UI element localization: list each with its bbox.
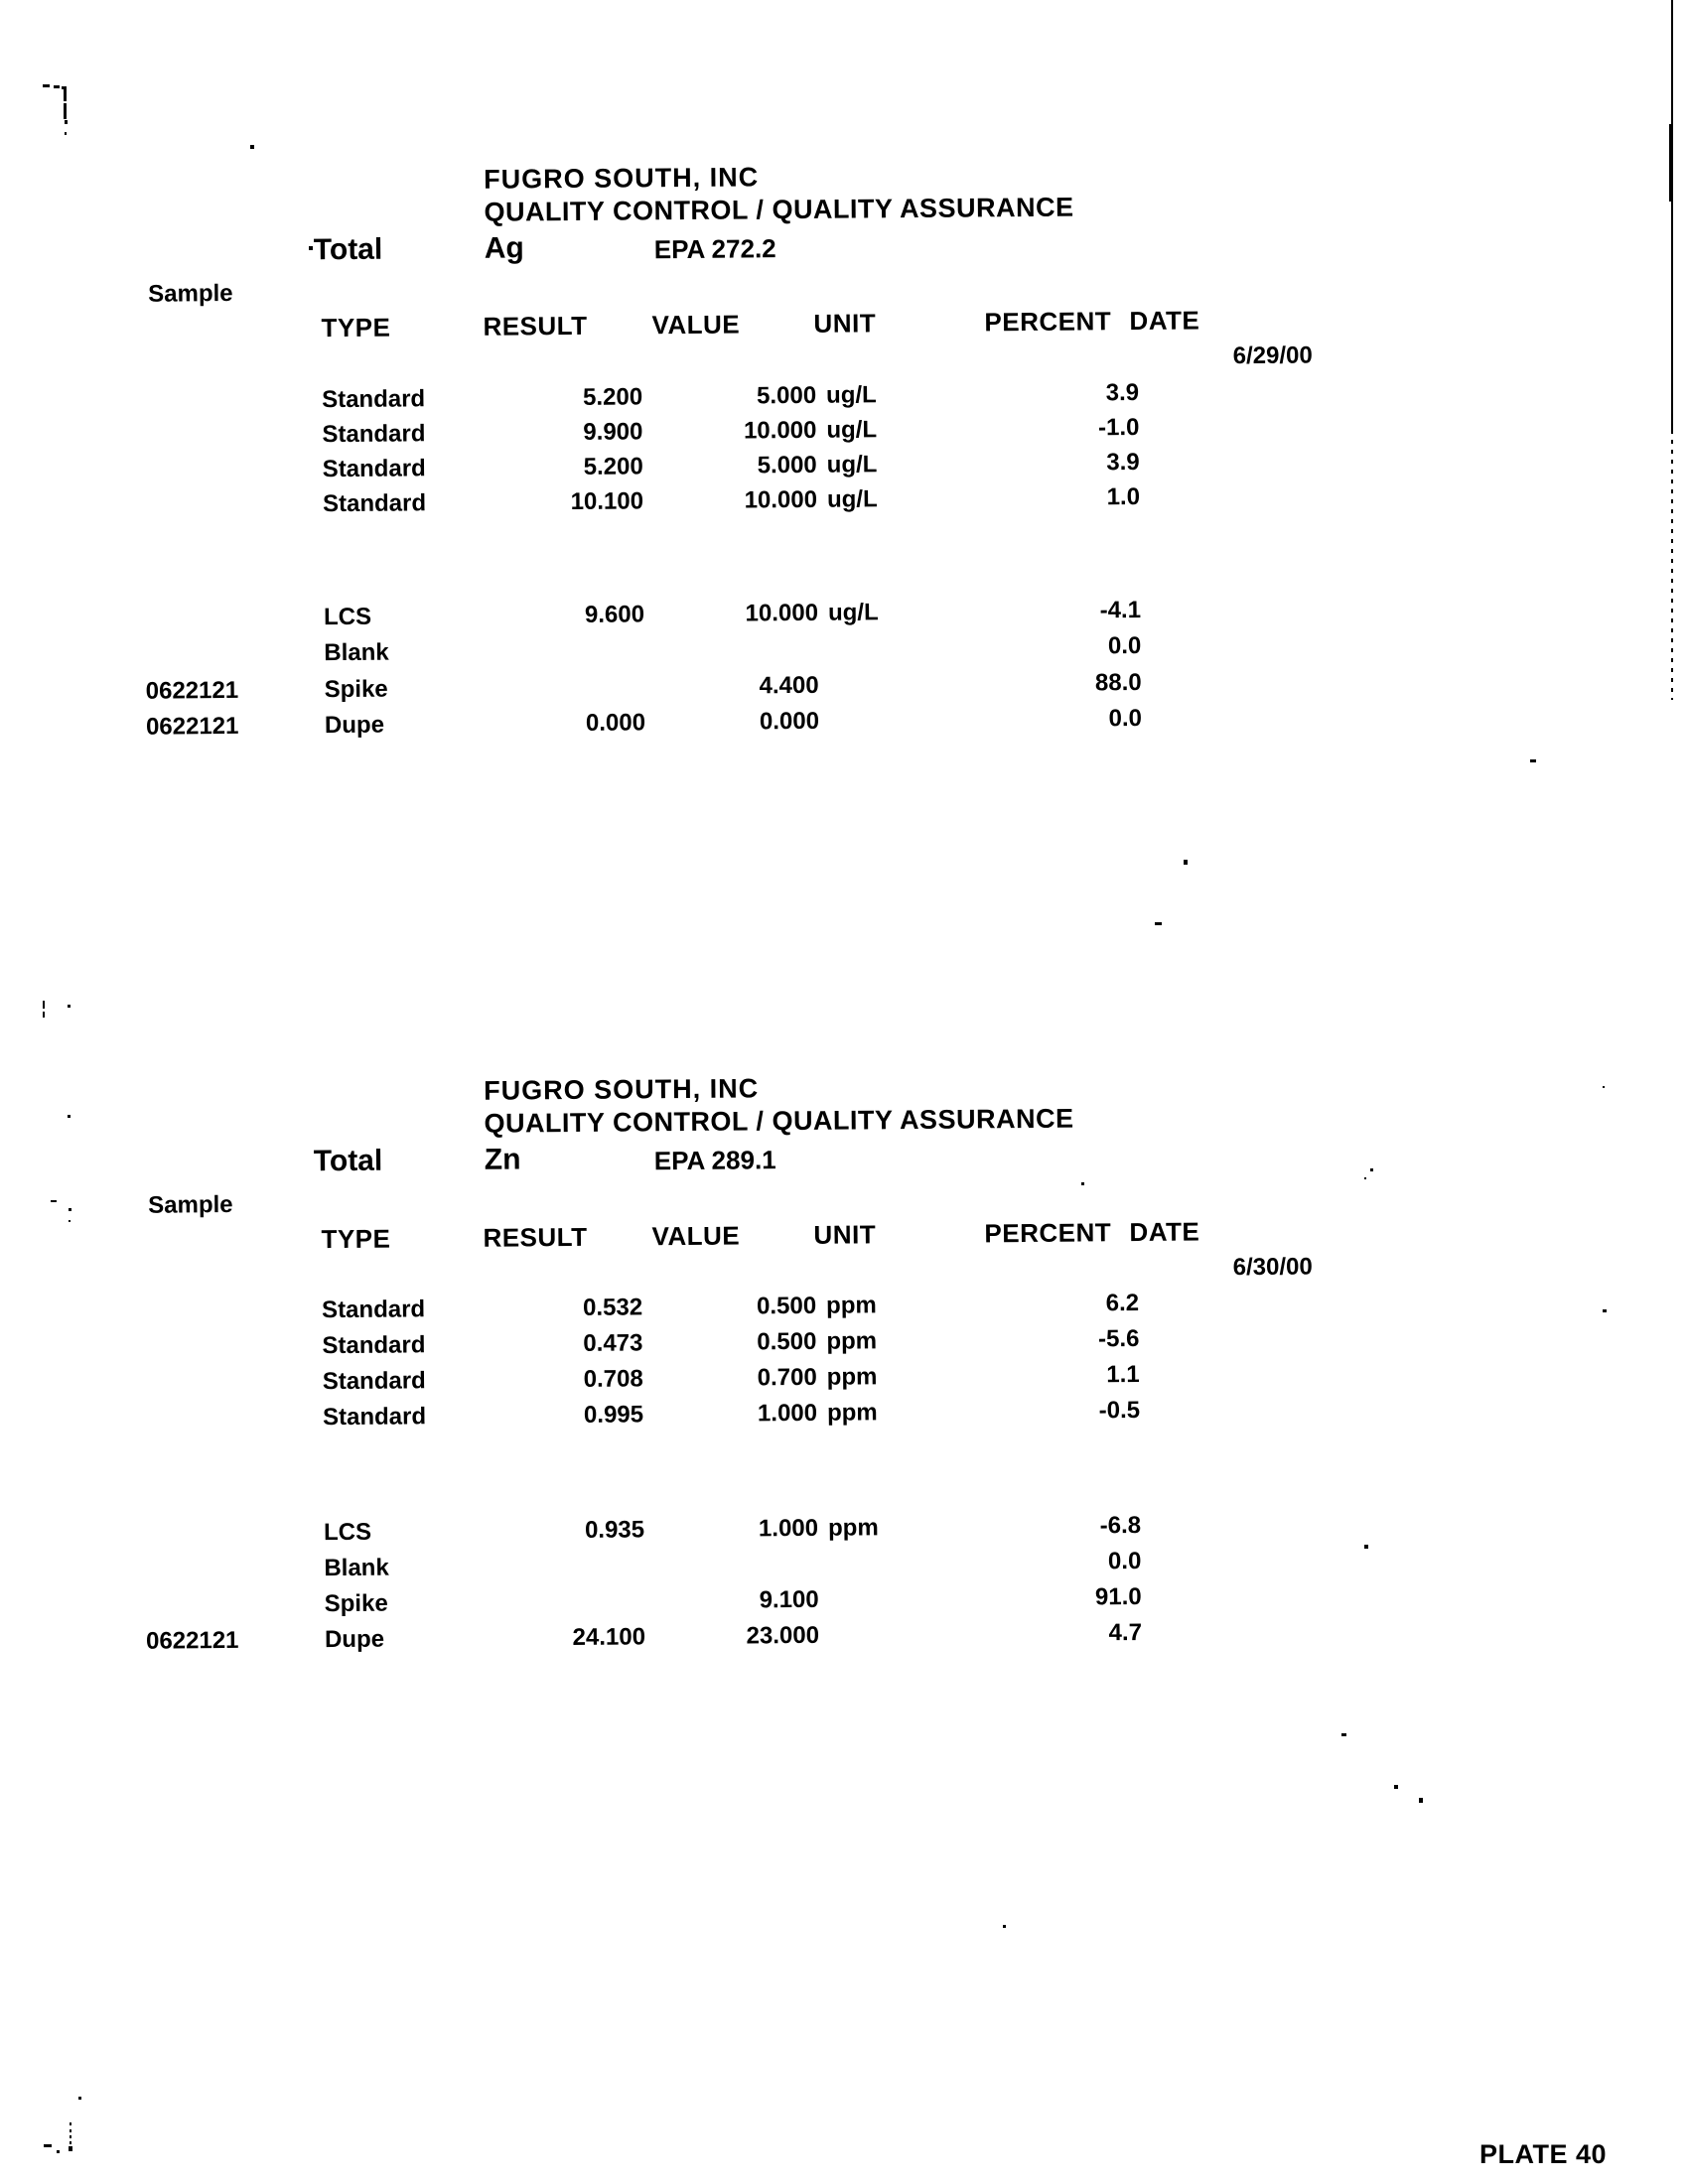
scan-speckle (43, 1012, 45, 1018)
type-cell: Standard (322, 489, 427, 518)
value-cell (639, 635, 818, 637)
type-cell: Standard (322, 455, 426, 483)
value-cell (639, 1551, 818, 1553)
sample-id-cell (143, 422, 262, 423)
scan-speckle (1530, 759, 1536, 762)
header-unit: UNIT (813, 308, 877, 339)
scan-speckle (69, 1220, 70, 1222)
scan-edge-line (1671, 430, 1673, 700)
scan-speckle (68, 1115, 70, 1118)
sample-id-cell (144, 1369, 263, 1370)
value-cell: 0.000 (759, 707, 820, 736)
percent-cell: -5.6 (1097, 1324, 1140, 1353)
type-cell: LCS (323, 603, 372, 631)
scan-mark (70, 2122, 71, 2125)
unit-cell (829, 1621, 928, 1622)
scan-speckle (1081, 1182, 1084, 1185)
unit-cell: ppm (826, 1363, 878, 1391)
scan-speckle (1603, 1086, 1605, 1088)
unit-cell (829, 671, 928, 672)
header-result: RESULT (483, 1221, 588, 1253)
scan-mark (43, 84, 50, 87)
header-percent: PERCENT (984, 1217, 1112, 1249)
report-date: 6/30/00 (1232, 1253, 1313, 1282)
percent-cell: -4.1 (1099, 596, 1142, 624)
sample-id-cell (144, 457, 263, 458)
percent-cell: -6.8 (1099, 1511, 1142, 1540)
result-cell: 0.995 (583, 1401, 644, 1429)
unit-cell: ug/L (826, 416, 878, 444)
percent-cell: 1.0 (1106, 482, 1141, 511)
percent-cell: 88.0 (1094, 668, 1142, 697)
percent-cell: 0.0 (1107, 1547, 1142, 1575)
result-cell: 9.900 (583, 418, 643, 446)
type-cell: Blank (324, 638, 389, 667)
scan-edge-line (1671, 0, 1673, 430)
sample-column-label: Sample (148, 1190, 233, 1219)
plate-number-label: PLATE 40 (1479, 2139, 1608, 2169)
value-cell: 10.000 (743, 416, 817, 445)
value-cell: 1.000 (758, 1514, 819, 1543)
result-cell: 0.708 (583, 1365, 643, 1393)
sample-id-cell (143, 1297, 262, 1298)
value-cell: 0.700 (757, 1363, 817, 1392)
scan-speckle (43, 1001, 45, 1009)
type-cell: Standard (322, 420, 426, 449)
unit-cell: ug/L (826, 451, 878, 478)
percent-cell: 0.0 (1107, 631, 1142, 660)
unit-cell: ppm (827, 1514, 879, 1542)
scan-speckle (51, 1200, 57, 1202)
scan-mark (78, 2097, 81, 2100)
scan-speckle (1394, 1785, 1398, 1789)
epa-method: EPA 272.2 (653, 233, 776, 265)
analyte-symbol: Zn (484, 1143, 521, 1176)
percent-cell: 3.9 (1105, 378, 1140, 407)
scan-speckle (250, 145, 254, 149)
sample-id-cell: 0622121 (145, 1626, 239, 1655)
scan-mark (70, 2135, 71, 2138)
scan-mark (65, 120, 68, 124)
value-cell: 5.000 (757, 451, 817, 479)
value-cell: 0.500 (757, 1327, 817, 1356)
unit-cell: ug/L (826, 485, 878, 513)
unit-cell: ug/L (827, 599, 879, 626)
result-cell: 5.200 (583, 453, 643, 480)
sample-id-cell: 0622121 (145, 712, 239, 741)
scan-mark (70, 2129, 71, 2132)
sample-id-cell (146, 1591, 265, 1592)
result-cell: 5.200 (582, 383, 643, 411)
sample-id-cell: 0622121 (145, 676, 239, 705)
result-cell: 10.100 (570, 487, 644, 515)
scan-mark (65, 132, 67, 135)
type-cell: Standard (322, 385, 426, 414)
header-type: TYPE (321, 1223, 391, 1255)
scan-speckle (1370, 1168, 1373, 1171)
header-value: VALUE (651, 309, 741, 341)
result-cell: 0.532 (582, 1294, 643, 1321)
type-cell: Spike (324, 675, 388, 704)
value-cell: 0.500 (756, 1292, 817, 1320)
header-date: DATE (1129, 305, 1200, 337)
scan-speckle (309, 246, 313, 250)
unit-cell (829, 1585, 928, 1586)
type-cell: Standard (322, 1403, 427, 1432)
type-cell: Dupe (324, 1625, 385, 1654)
analyte-symbol: Ag (484, 231, 524, 265)
value-cell: 23.000 (746, 1621, 820, 1650)
result-cell: 9.600 (584, 601, 645, 628)
epa-method: EPA 289.1 (653, 1145, 776, 1176)
value-cell: 5.000 (756, 381, 817, 410)
unit-cell: ppm (826, 1399, 878, 1427)
value-cell: 4.400 (759, 671, 819, 700)
scan-speckle (68, 1005, 70, 1008)
scan-mark (69, 2146, 72, 2151)
unit-cell (828, 1550, 927, 1551)
type-cell: Blank (324, 1554, 389, 1582)
scan-speckle (1155, 922, 1162, 925)
total-label: Total (313, 1144, 383, 1178)
total-label: Total (313, 232, 383, 267)
report-title: QUALITY CONTROL / QUALITY ASSURANCE (484, 1103, 1074, 1139)
scan-mark (64, 88, 67, 101)
scan-mark (64, 103, 67, 119)
company-name: FUGRO SOUTH, INC (484, 1073, 760, 1106)
percent-cell: 4.7 (1108, 1618, 1143, 1647)
qc-section-ag (0, 144, 1688, 973)
report-date: 6/29/00 (1232, 341, 1313, 370)
type-cell: Standard (322, 1296, 426, 1324)
value-cell: 10.000 (745, 599, 819, 627)
scan-mark (44, 2144, 52, 2147)
scan-mark (70, 2141, 71, 2144)
percent-cell: -0.5 (1098, 1396, 1141, 1425)
sample-id-cell (144, 491, 263, 492)
sample-id-cell (143, 1333, 262, 1334)
scan-speckle (1003, 1925, 1006, 1928)
result-cell: 0.473 (583, 1329, 643, 1357)
type-cell: Spike (324, 1589, 388, 1618)
header-type: TYPE (321, 312, 391, 343)
scan-speckle (1603, 1309, 1607, 1312)
sample-id-cell (145, 1520, 264, 1521)
header-unit: UNIT (813, 1219, 877, 1250)
header-percent: PERCENT (984, 306, 1112, 338)
percent-cell: 0.0 (1108, 704, 1143, 733)
unit-cell: ppm (825, 1292, 877, 1319)
scan-speckle (69, 1208, 71, 1211)
sample-id-cell (145, 1556, 264, 1557)
unit-cell: ug/L (825, 381, 877, 409)
unit-cell (829, 707, 928, 708)
scan-mark (57, 2150, 60, 2153)
percent-cell: 1.1 (1106, 1360, 1140, 1389)
result-cell: 0.000 (585, 709, 646, 737)
company-name: FUGRO SOUTH, INC (484, 162, 760, 195)
scan-mark (54, 85, 60, 88)
scan-speckle (1184, 860, 1188, 865)
sample-id-cell (143, 387, 262, 388)
qc-section-zn (0, 1055, 1688, 1884)
percent-cell: -1.0 (1097, 413, 1140, 442)
sample-id-cell (145, 640, 264, 641)
type-cell: Dupe (324, 711, 385, 740)
type-cell: Standard (322, 1367, 426, 1396)
sample-column-label: Sample (148, 279, 233, 308)
sample-id-cell (145, 605, 264, 606)
percent-cell: 3.9 (1106, 448, 1140, 477)
header-result: RESULT (483, 310, 588, 341)
value-cell: 9.100 (759, 1585, 819, 1614)
value-cell: 10.000 (744, 485, 818, 514)
type-cell: LCS (323, 1518, 372, 1547)
type-cell: Standard (322, 1331, 426, 1360)
result-cell: 0.935 (584, 1516, 645, 1544)
percent-cell: 6.2 (1105, 1289, 1140, 1317)
value-cell: 1.000 (757, 1399, 818, 1428)
percent-cell: 91.0 (1094, 1582, 1142, 1611)
unit-cell (828, 634, 927, 635)
header-date: DATE (1129, 1216, 1200, 1248)
report-title: QUALITY CONTROL / QUALITY ASSURANCE (484, 192, 1074, 227)
scan-speckle (1419, 1798, 1423, 1803)
unit-cell: ppm (826, 1327, 878, 1355)
header-value: VALUE (651, 1220, 741, 1252)
scan-speckle (1341, 1733, 1346, 1736)
scan-speckle (1364, 1177, 1366, 1179)
result-cell: 24.100 (572, 1623, 646, 1651)
scan-speckle (1364, 1545, 1368, 1549)
scan-edge-line (1669, 124, 1671, 202)
sample-id-cell (144, 1405, 263, 1406)
